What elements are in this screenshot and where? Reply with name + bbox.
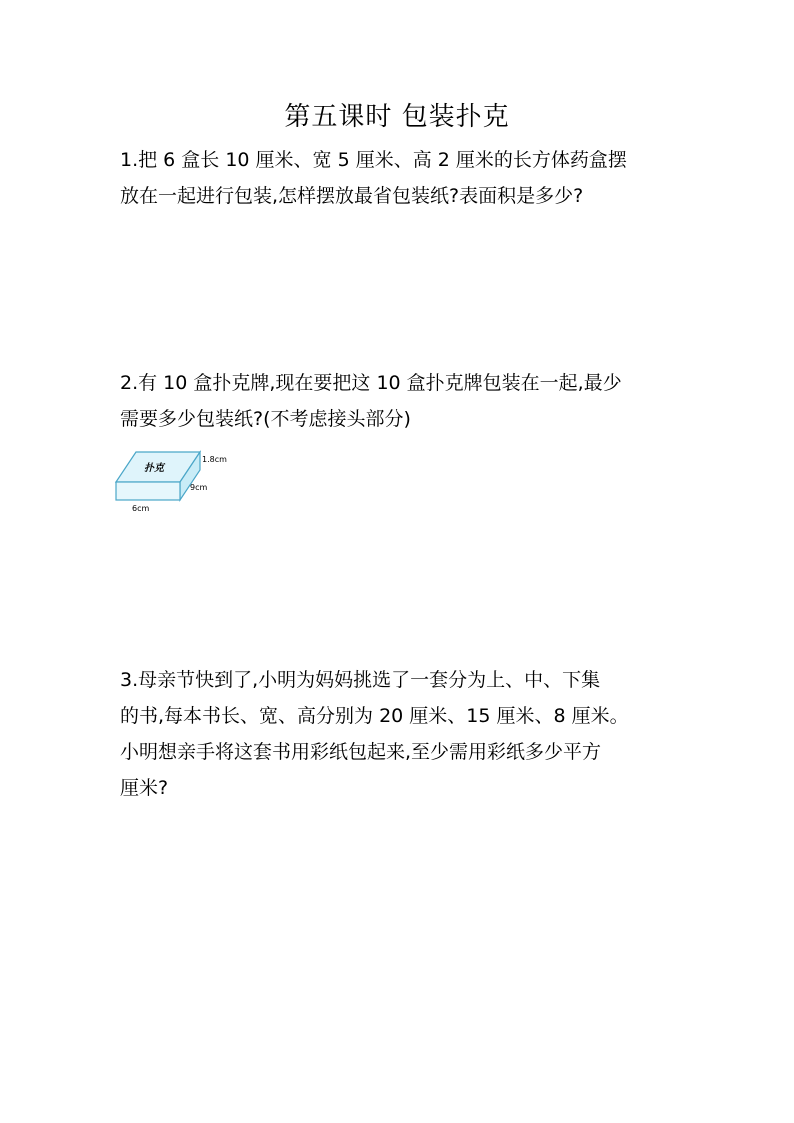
height-label: 1.8cm	[202, 455, 227, 464]
question-1	[120, 142, 680, 214]
question-line: 1.把 6 盒长 10 厘米、宽 5 厘米、高 2 厘米的长方体药盒摆	[120, 149, 627, 171]
box-front-face	[116, 482, 180, 500]
width-label: 9cm	[190, 483, 208, 492]
question-3	[120, 662, 680, 806]
page-title: 第五课时 包装扑克	[284, 102, 510, 132]
question-line: 的书,每本书长、宽、高分别为 20 厘米、15 厘米、8 厘米。	[120, 705, 629, 727]
playing-card-box-figure	[100, 440, 260, 520]
length-label: 6cm	[132, 504, 150, 513]
question-line: 放在一起进行包装,怎样摆放最省包装纸?表面积是多少?	[120, 185, 584, 207]
question-line: 厘米?	[120, 777, 169, 799]
question-line: 小明想亲手将这套书用彩纸包起来,至少需用彩纸多少平方	[120, 741, 602, 763]
box-label: 扑克	[144, 463, 164, 474]
question-line: 2.有 10 盒扑克牌,现在要把这 10 盒扑克牌包装在一起,最少	[120, 372, 622, 394]
question-2	[120, 365, 680, 437]
question-line: 需要多少包装纸?(不考虑接头部分)	[120, 408, 411, 430]
question-line: 3.母亲节快到了,小明为妈妈挑选了一套分为上、中、下集	[120, 669, 601, 691]
